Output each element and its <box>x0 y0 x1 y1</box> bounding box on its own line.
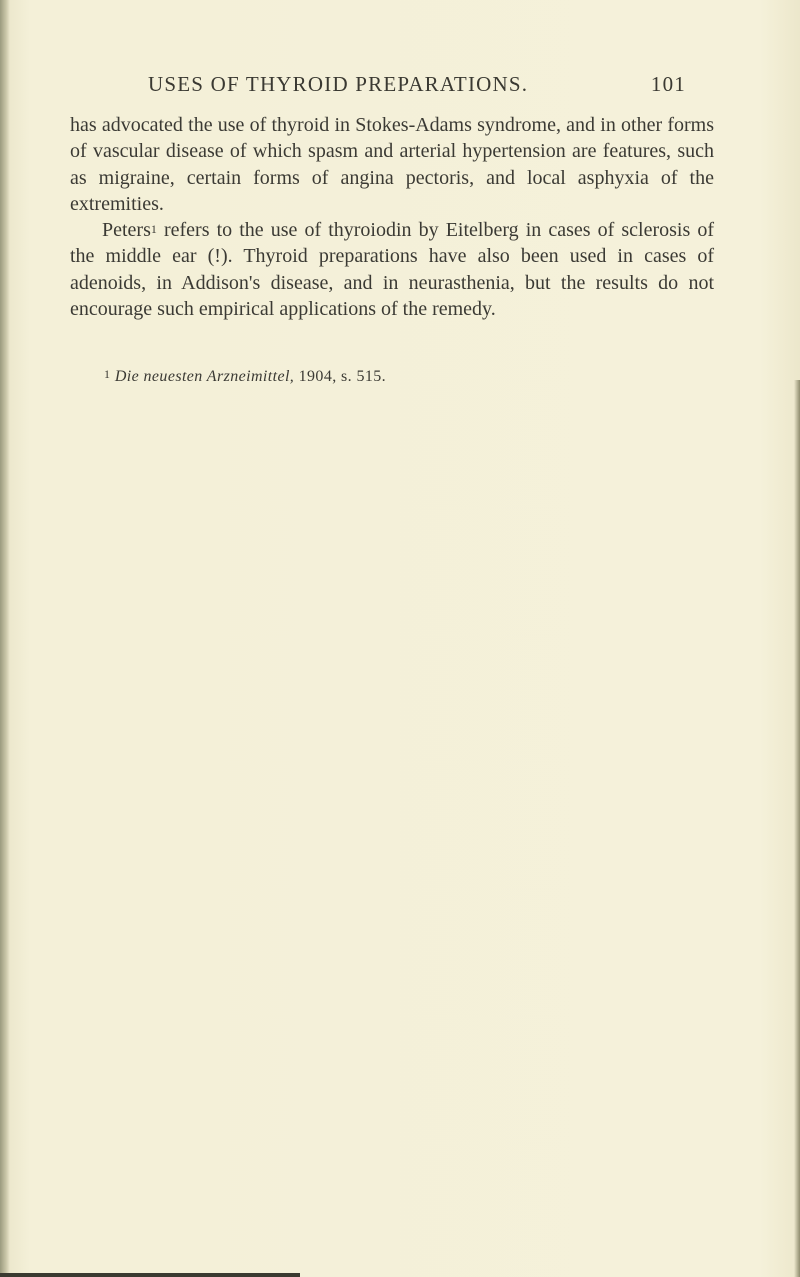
running-header-title: USES OF THYROID PREPARATIONS. <box>148 72 529 96</box>
page-right-edge <box>794 380 800 1277</box>
paragraph-2-lead: Peters <box>102 219 151 242</box>
paragraph-1: has advocated the use of thyroid in Stokes-Adams syndrome, and in other forms of vascular disease of which spasm and arterial hypertension are features, such as migraine, certain forms of angina pectoris, and local asphyxia of the extremities. <box>70 114 714 215</box>
running-header <box>148 72 708 97</box>
footnote-marker: 1 <box>104 367 111 381</box>
footnote-citation: 1904, s. 515. <box>294 368 387 385</box>
paragraph-2-text: refers to the use of thyroiodin by Eitelberg in cases of sclerosis of the middle ear (!). Thyroid preparations have also been used in cases of adenoids, in Addison's disease, and in neurasthenia, but the results do not encourage such empirical applications of the remedy. <box>70 219 714 321</box>
paragraph-2 <box>70 217 714 322</box>
page-left-edge <box>0 0 10 1277</box>
footnote-reference: 1 <box>150 222 157 237</box>
footnote-title: Die neuesten Arzneimittel, <box>114 368 295 385</box>
page-number: 101 <box>650 72 686 96</box>
footnote <box>104 368 724 386</box>
page-bottom-edge <box>0 1273 300 1277</box>
body-text <box>70 112 714 322</box>
